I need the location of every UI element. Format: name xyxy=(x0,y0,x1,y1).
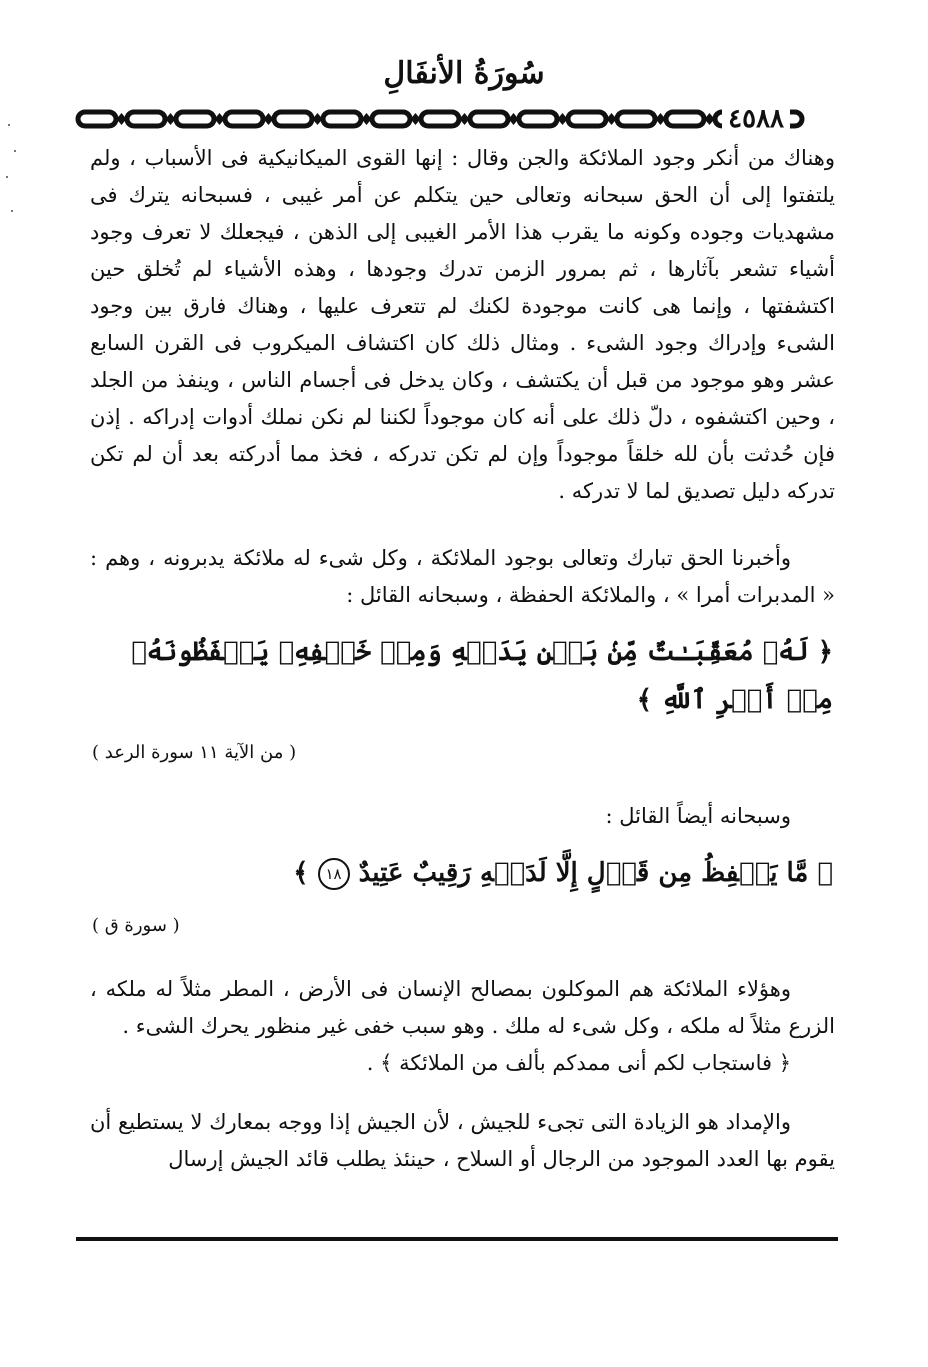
chain-link xyxy=(127,112,165,126)
chain-diamond xyxy=(558,113,568,125)
chain-link xyxy=(176,112,214,126)
chain-diamond xyxy=(215,113,225,125)
chain-link xyxy=(225,112,263,126)
chain-link xyxy=(274,112,312,126)
chain-link xyxy=(519,112,557,126)
chain-diamond xyxy=(607,113,617,125)
surah-title: سُورَةُ الأنفَالِ xyxy=(383,56,545,91)
page-body xyxy=(90,140,835,1178)
chain-link xyxy=(568,112,606,126)
verse-closing-bracket: ﴾ xyxy=(293,858,309,888)
paragraph-guardian-angels: وهؤلاء الملائكة هم الموكلون بمصالح الإنسان فى الأرض ، المطر مثلاً له ملكه ، الزرع مثلاً له ملكه ، وكل شىء له ملك . وهو سبب خفى غير منظور يحرك الشىء . xyxy=(90,977,835,1038)
citation-qaf: ( سورة ق ) xyxy=(92,915,180,936)
verse-qaf-18-text: ﴿ مَّا يَلۡفِظُ مِن قَوۡلٍ إِلَّا لَدَيۡهِ رَقِيبٌ عَتِيدٌ xyxy=(358,858,833,888)
chain-diamond xyxy=(362,113,372,125)
verse-ar-rad-11: ﴿ لَهُۥ مُعَقِّبَـٰتٌ مِّنۢ بَيۡنِ يَدَيۡهِ وَمِنۡ خَلۡفِهِۦ يَحۡفَظُونَهُۥ مِنۡ أَمۡرِ ٱللَّهِ ﴾ xyxy=(131,637,833,715)
chain-link xyxy=(421,112,459,126)
chain-diamond xyxy=(166,113,176,125)
chain-link xyxy=(666,112,704,126)
chain-link xyxy=(470,112,508,126)
chain-link xyxy=(372,112,410,126)
scan-speck xyxy=(8,124,10,126)
verse-inline-al-anfal-9: ﴿ فاستجاب لكم أنى ممدكم بألف من الملائكة ﴾ . xyxy=(366,1051,791,1075)
citation-ar-rad: ( من الآية ١١ سورة الرعد ) xyxy=(92,742,297,763)
verse-number-marker: ١٨ xyxy=(318,858,350,890)
page-number: ٤٥٨٨ xyxy=(722,102,790,136)
scan-speck xyxy=(11,210,13,212)
chain-diamond xyxy=(117,113,127,125)
paragraph-also-said: وسبحانه أيضاً القائل : xyxy=(605,804,791,828)
paragraph-reinforcement: والإمداد هو الزيادة التى تجىء للجيش ، لأن الجيش إذا ووجه بمعارك لا يستطيع أن يقوم بها العدد الموجود من الرجال أو السلاح ، حينئذ يطلب قائد الجيش إرسال xyxy=(90,1110,835,1171)
chain-link xyxy=(78,112,116,126)
verse-qaf-18 xyxy=(90,849,835,897)
chain-diamond xyxy=(656,113,666,125)
chain-diamond xyxy=(264,113,274,125)
footer-rule xyxy=(76,1237,838,1241)
chain-link xyxy=(323,112,361,126)
ornamental-header-band xyxy=(74,104,840,134)
chain-diamond xyxy=(460,113,470,125)
chain-diamond xyxy=(411,113,421,125)
paragraph-angels-managers: وأخبرنا الحق تبارك وتعالى بوجود الملائكة ، وكل شىء له ملائكة يدبرونه ، وهم : « المدبرات أمرا » ، والملائكة الحفظة ، وسبحانه القائل : xyxy=(90,546,835,607)
chain-diamond xyxy=(509,113,519,125)
scan-speck xyxy=(14,150,16,152)
chain-diamond xyxy=(313,113,323,125)
paragraph-angels-existence: وهناك من أنكر وجود الملائكة والجن وقال : إنها القوى الميكانيكية فى الأسباب ، ولم يلتفتوا إلى أن الحق سبحانه وتعالى حين يتكلم عن أمر غيبى ، فسبحانه يترك فى مشهديات وجوده وكونه ما يقرب هذا الأمر الغيبى إلى الذهن ، فيجعلك لا تعرف وجود أشياء تشعر بآثارها ، ثم بمرور الزمن تدرك وجودها ، وهذه الأشياء لم تُخلق حين اكتشفتها ، وإنما هى كانت موجودة لكنك لم تتعرف عليها ، وهناك فارق بين وجود الشىء وإدراك وجود الشىء . ومثال ذلك كان اكتشاف الميكروب فى القرن السابع عشر وهو موجود من قبل أن يكتشف ، وكان يدخل فى أجسام الناس ، وينفذ من الجلد ، وحين اكتشفوه ، دلّ ذلك على أنه كان موجوداً لكننا لم نكن نملك أدوات إدراكه . إذن فإن حُدثت بأن لله خلقاً موجوداً وإن لم تكن تدركه ، فخذ مما أدركته بعد أن لم تكن تدركه دليل تصديق لما لا تدركه . xyxy=(90,146,835,503)
scan-speck xyxy=(6,176,8,178)
chain-link xyxy=(617,112,655,126)
chain-diamond xyxy=(705,113,715,125)
